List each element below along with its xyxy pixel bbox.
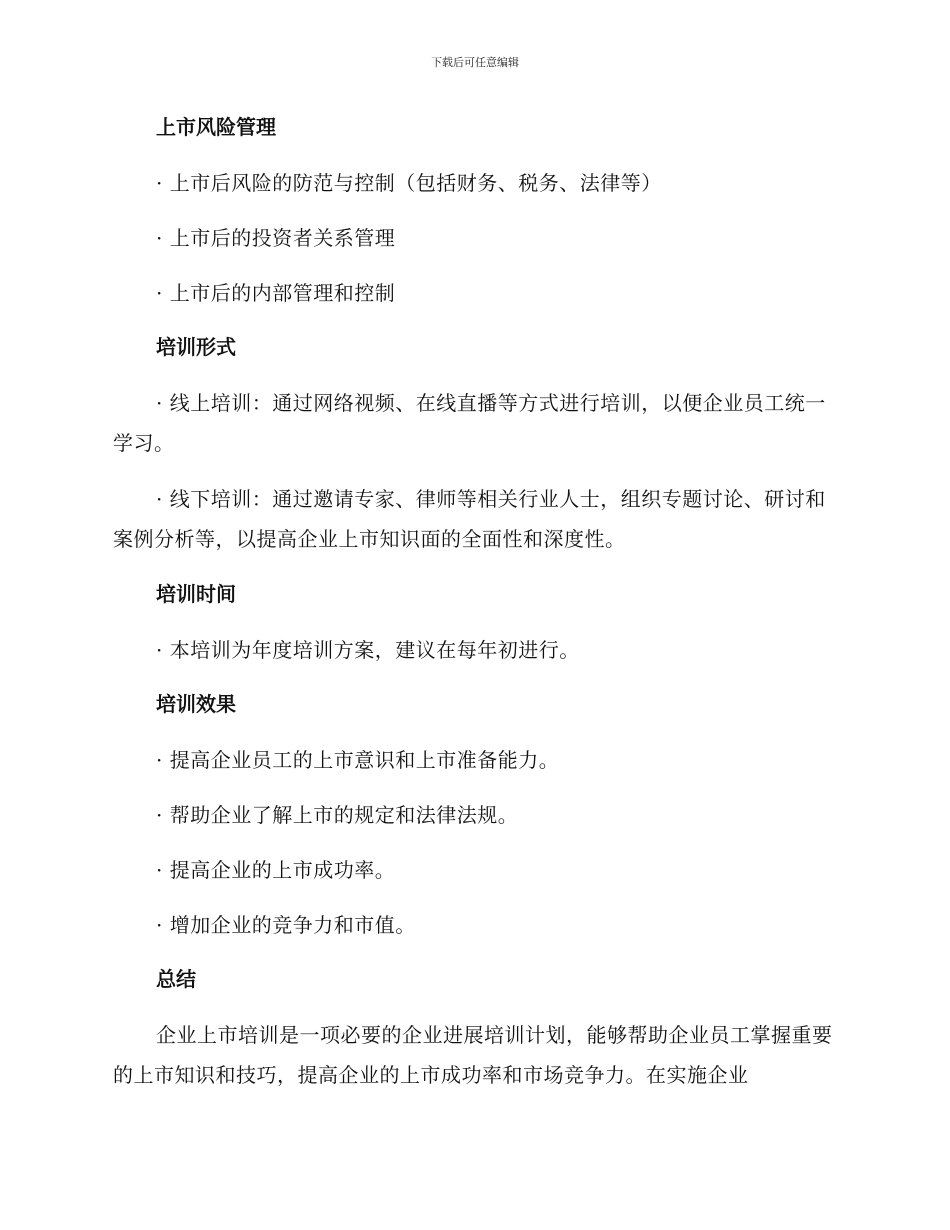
list-item: · 提高企业的上市成功率。 xyxy=(156,858,396,882)
page-header-note: 下载后可任意编辑 xyxy=(431,56,519,69)
list-item: · 线下培训：通过邀请专家、律师等相关行业人士，组织专题讨论、研讨和案例分析等，以提高企业上市知识面的全面性和深度性。 xyxy=(113,487,826,551)
list-item: · 本培训为年度培训方案，建议在每年初进行。 xyxy=(156,638,580,662)
summary-paragraph: 企业上市培训是一项必要的企业进展培训计划，能够帮助企业员工掌握重要的上市知识和技巧，提高企业的上市成功率和市场竞争力。在实施企业 xyxy=(113,1023,833,1087)
section-heading-training-format: 培训形式 xyxy=(156,335,236,359)
section-heading-risk-management: 上市风险管理 xyxy=(156,115,276,139)
document-body xyxy=(113,108,833,1111)
section-heading-training-effect: 培训效果 xyxy=(156,692,236,716)
list-item: · 上市后的投资者关系管理 xyxy=(156,226,396,250)
list-item: · 帮助企业了解上市的规定和法律法规。 xyxy=(156,803,519,827)
list-item: · 线上培训：通过网络视频、在线直播等方式进行培训，以便企业员工统一学习。 xyxy=(113,391,826,455)
list-item: · 上市后的内部管理和控制 xyxy=(156,281,396,305)
list-item: · 提高企业员工的上市意识和上市准备能力。 xyxy=(156,748,560,772)
section-heading-summary: 总结 xyxy=(156,967,196,991)
section-heading-training-time: 培训时间 xyxy=(156,582,236,606)
list-item: · 增加企业的竞争力和市值。 xyxy=(156,913,416,937)
list-item: · 上市后风险的防范与控制（包括财务、税务、法律等） xyxy=(156,171,662,195)
